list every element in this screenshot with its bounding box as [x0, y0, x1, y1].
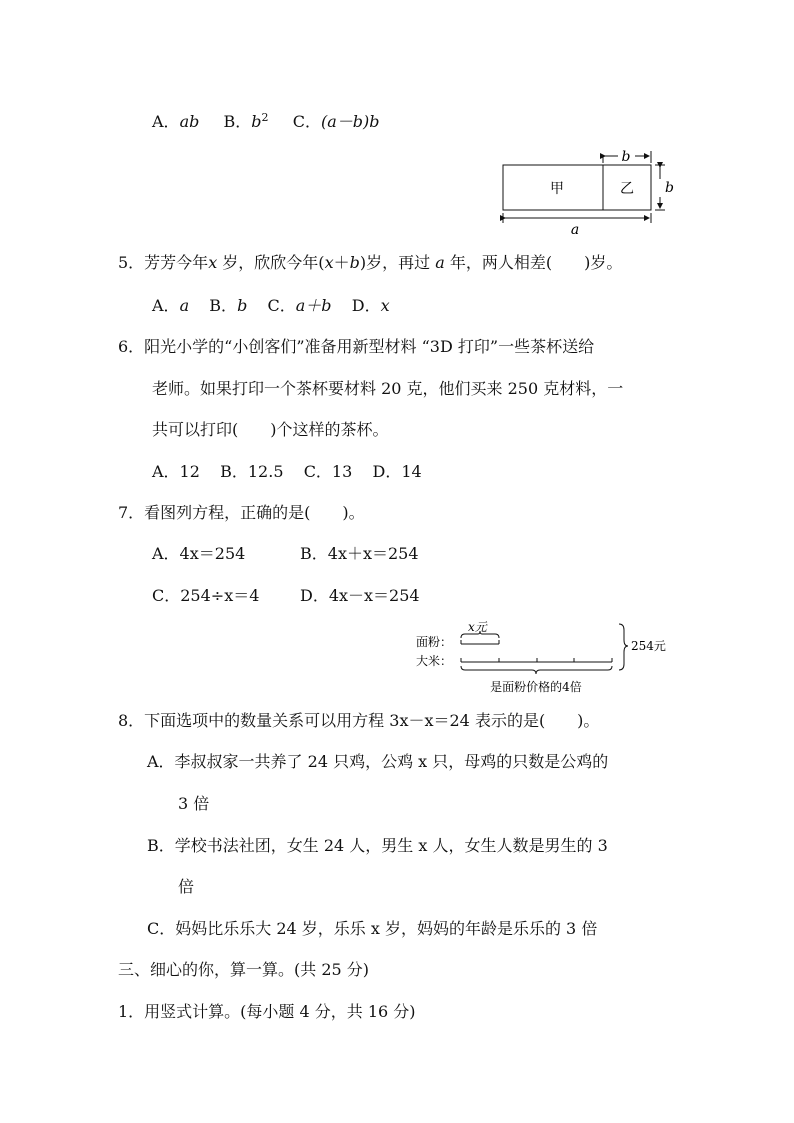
- q5-var-x2: x: [324, 253, 334, 272]
- q8-option-c: C．妈妈比乐乐大 24 岁，乐乐 x 岁，妈妈的年龄是乐乐的 3 倍: [147, 919, 598, 938]
- figure-label-b-top: b: [621, 149, 631, 165]
- q4-option-a-value: ab: [179, 112, 200, 131]
- q5-option-a-label: A．: [152, 296, 180, 315]
- figure-label-rice: 大米：: [416, 654, 453, 668]
- q6-option-c: C．13: [303, 462, 353, 481]
- q7-option-c: C．254÷x＝4: [152, 586, 260, 605]
- q5-var-a: a: [435, 253, 445, 272]
- figure-label-a: a: [570, 222, 580, 237]
- figure-caption: 是面粉价格的4倍: [490, 680, 582, 694]
- q4-option-c-value: (a－b)b: [320, 112, 380, 131]
- q5-option-c-value: a＋b: [295, 296, 332, 315]
- q4-option-a-label: A．: [152, 112, 180, 131]
- figure-label-b-right: b: [665, 180, 674, 196]
- q8-option-b-line1: B．学校书法社团，女生 24 人，男生 x 人，女生人数是男生的 3: [147, 836, 608, 855]
- q7-option-b: B．4x＋x＝254: [300, 544, 419, 563]
- q5-plus: ＋: [333, 253, 350, 272]
- q8-stem: 8．下面选项中的数量关系可以用方程 3x－x＝24 表示的是( )。: [118, 711, 600, 730]
- q6-line-1: 6．阳光小学的“小创客们”准备用新型材料 “3D 打印”一些茶杯送给: [118, 337, 595, 356]
- q6-line-3: 共可以打印( )个这样的茶杯。: [152, 420, 389, 439]
- q8-option-a-line2: 3 倍: [178, 794, 210, 813]
- figure-label-x-yuan: x元: [468, 620, 487, 634]
- q4-option-b-exponent: 2: [261, 111, 269, 124]
- q5-text-2: 岁，欣欣今年(: [217, 253, 325, 272]
- section-3-title: 三、细心的你，算一算。(共 25 分): [118, 960, 370, 979]
- q4-option-b-base: b: [251, 112, 262, 131]
- q7-line-segment-figure: [412, 618, 682, 698]
- q4-option-c-label: C．: [292, 112, 321, 131]
- q4-options: [152, 108, 380, 132]
- figure-total: 254元: [631, 639, 666, 653]
- q6-option-a: A．12: [152, 462, 200, 481]
- q7-option-a: A．4x＝254: [152, 544, 246, 563]
- q5-var-x: x: [208, 253, 218, 272]
- section-3-question-1: 1．用竖式计算。(每小题 4 分，共 16 分): [118, 1002, 416, 1021]
- figure-label-jia: 甲: [550, 181, 564, 197]
- q6-option-b: B．12.5: [220, 462, 284, 481]
- q5-option-d-label: D．: [351, 296, 381, 315]
- q5-option-c-label: C．: [267, 296, 296, 315]
- q5-option-b-label: B．: [209, 296, 238, 315]
- q5-text-1: 5．芳芳今年: [118, 253, 209, 272]
- q6-option-d: D．14: [372, 462, 422, 481]
- q5-options: [152, 296, 390, 316]
- figure-label-yi: 乙: [620, 181, 634, 197]
- q4-option-b-label: B．: [223, 112, 252, 131]
- q7-stem: 7．看图列方程，正确的是( )。: [118, 503, 365, 522]
- q6-options: [152, 462, 422, 482]
- q7-option-d: D．4x－x＝254: [300, 586, 420, 605]
- q8-option-a-line1: A．李叔叔家一共养了 24 只鸡，公鸡 x 只，母鸡的只数是公鸡的: [147, 752, 609, 771]
- figure-label-flour: 面粉：: [416, 635, 453, 649]
- q4-rectangle-figure: [495, 145, 675, 237]
- q6-line-2: 老师。如果打印一个茶杯要材料 20 克，他们买来 250 克材料，一: [152, 379, 624, 398]
- question-5: [118, 253, 622, 273]
- q5-text-4: 年，两人相差( )岁。: [444, 253, 623, 272]
- q8-option-b-line2: 倍: [178, 877, 195, 896]
- q5-option-d-value: x: [380, 296, 390, 315]
- q5-var-b: b: [349, 253, 360, 272]
- q5-option-b-value: b: [237, 296, 248, 315]
- q5-option-a-value: a: [179, 296, 190, 315]
- q5-text-3: )岁，再过: [359, 253, 436, 272]
